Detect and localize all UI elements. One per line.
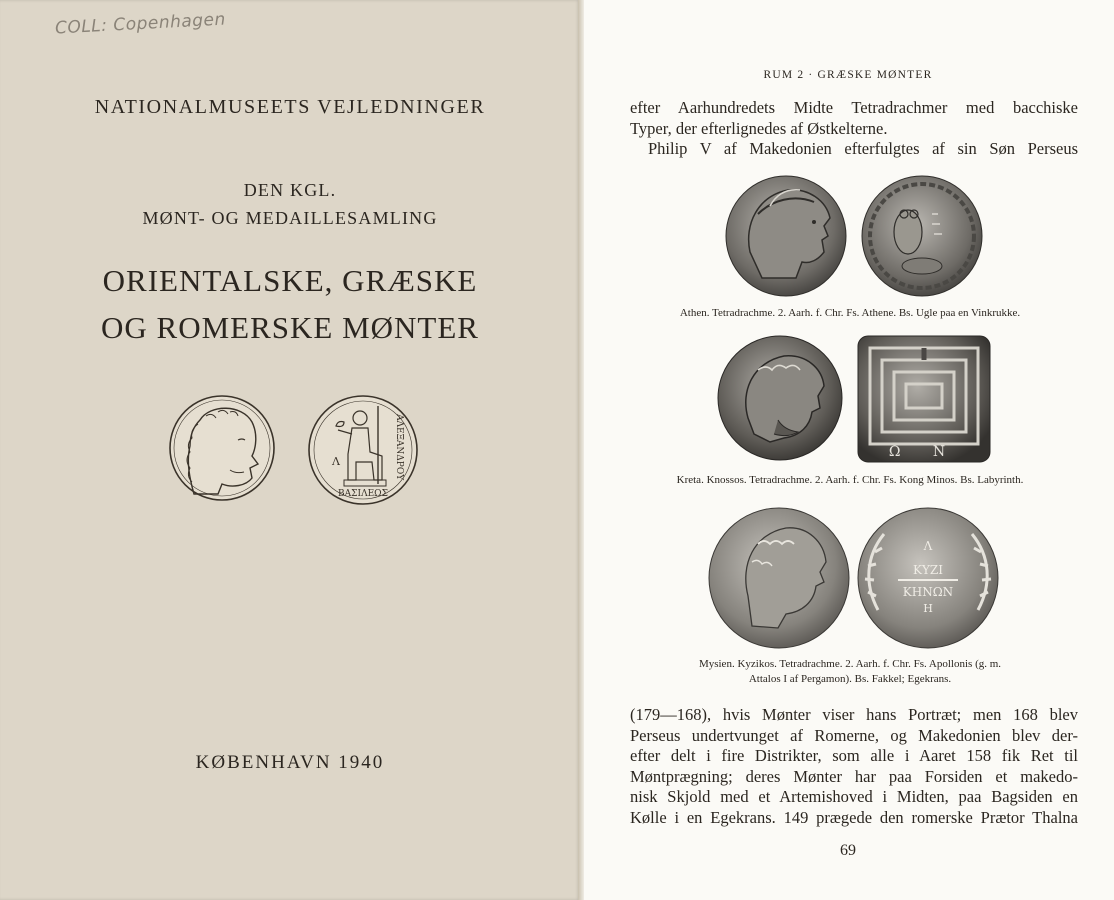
text-line: (179—168), hvis Mønter viser hans Portræt; men 168 blev bbox=[630, 705, 1078, 724]
text-line: Møntprægning; deres Mønter har paa Forsiden et makedo- bbox=[630, 766, 1078, 786]
text-line: efter Aarhundredets Midte Tetradrachmer med bacchiske bbox=[630, 98, 1078, 117]
knossos-coin-pair bbox=[714, 334, 994, 464]
series-title: NATIONALMUSEETS VEJLEDNINGER bbox=[94, 96, 486, 118]
wreath-legend-middle: ΚΥΖΙ bbox=[913, 563, 943, 577]
text-line: Kølle i en Egekrans. 149 prægede den romerske Prætor Thalna bbox=[630, 807, 1078, 827]
bottom-paragraph bbox=[630, 705, 1078, 828]
caption-kyzikos-line-1: Mysien. Kyzikos. Tetradrachme. 2. Aarh. f. Chr. Fs. Apollonis (g. m. bbox=[698, 658, 1002, 670]
book-title-line-2: OG ROMERSKE MØNTER bbox=[101, 310, 479, 345]
top-paragraph bbox=[630, 98, 1078, 160]
caption-kyzikos-line-2: Attalos I af Pergamon). Bs. Fakkel; Egekrans. bbox=[748, 673, 952, 685]
page-number: 69 bbox=[840, 842, 856, 859]
caption-athens: Athen. Tetradrachme. 2. Aarh. f. Chr. Fs. Athene. Bs. Ugle paa en Vinkrukke. bbox=[679, 307, 1021, 319]
caption-knossos: Kreta. Knossos. Tetradrachme. 2. Aarh. f. Chr. Fs. Kong Minos. Bs. Labyrinth. bbox=[676, 474, 1024, 486]
institution-line-2: MØNT- OG MEDAILLESAMLING bbox=[142, 208, 438, 228]
labyrinth-legend: Ω N bbox=[888, 444, 960, 460]
kyzikos-coin-pair bbox=[708, 500, 1002, 652]
coin-legend-vertical: ΑΛΕΞΑΝΔΡΟΥ bbox=[394, 414, 404, 481]
imprint: KØBENHAVN 1940 bbox=[195, 752, 385, 773]
handwritten-note: COLL: Copenhagen bbox=[54, 9, 227, 39]
torch-wreath-coin bbox=[858, 508, 998, 648]
labyrinth-coin bbox=[858, 336, 990, 462]
text-line: Philip V af Makedonien efterfulgtes af sin Søn Perseus bbox=[648, 139, 1078, 158]
athena-head-coin bbox=[726, 176, 846, 296]
caption-kyzikos bbox=[600, 657, 1100, 687]
wreath-legend-bottom: ΚΗΝΩΝ bbox=[902, 585, 954, 599]
heracles-head-coin bbox=[170, 396, 274, 500]
athens-coin-pair bbox=[722, 174, 986, 302]
wreath-legend-top: Λ bbox=[923, 539, 933, 553]
zeus-enthroned-coin bbox=[309, 396, 417, 504]
cover-coin-illustration bbox=[160, 390, 430, 510]
coin-legend-bottom: ΒΑΣΙΛΕΩΣ bbox=[338, 489, 388, 499]
book-title-line-1: ORIENTALSKE, GRÆSKE bbox=[102, 263, 478, 298]
text-line: Typer, der efterlignedes af Østkelterne. bbox=[630, 118, 888, 138]
king-minos-head-coin bbox=[718, 336, 842, 460]
wreath-monogram: Η bbox=[923, 602, 933, 615]
running-head: RUM 2 · GRÆSKE MØNTER bbox=[763, 69, 933, 81]
institution-line-1: DEN KGL. bbox=[243, 180, 337, 200]
text-line: nisk Skjold med et Artemishoved i Midten, paa Bagsiden en bbox=[630, 787, 1078, 806]
coin-mark: Λ bbox=[332, 455, 340, 468]
text-line: efter delt i fire Distrikter, som alle i Aaret 158 fik Ret til bbox=[630, 746, 1078, 765]
apollonis-head-coin bbox=[709, 508, 849, 648]
text-line: Perseus undertvunget af Romerne, og Makedonien blev der- bbox=[630, 725, 1078, 745]
owl-on-amphora-coin bbox=[862, 176, 982, 296]
